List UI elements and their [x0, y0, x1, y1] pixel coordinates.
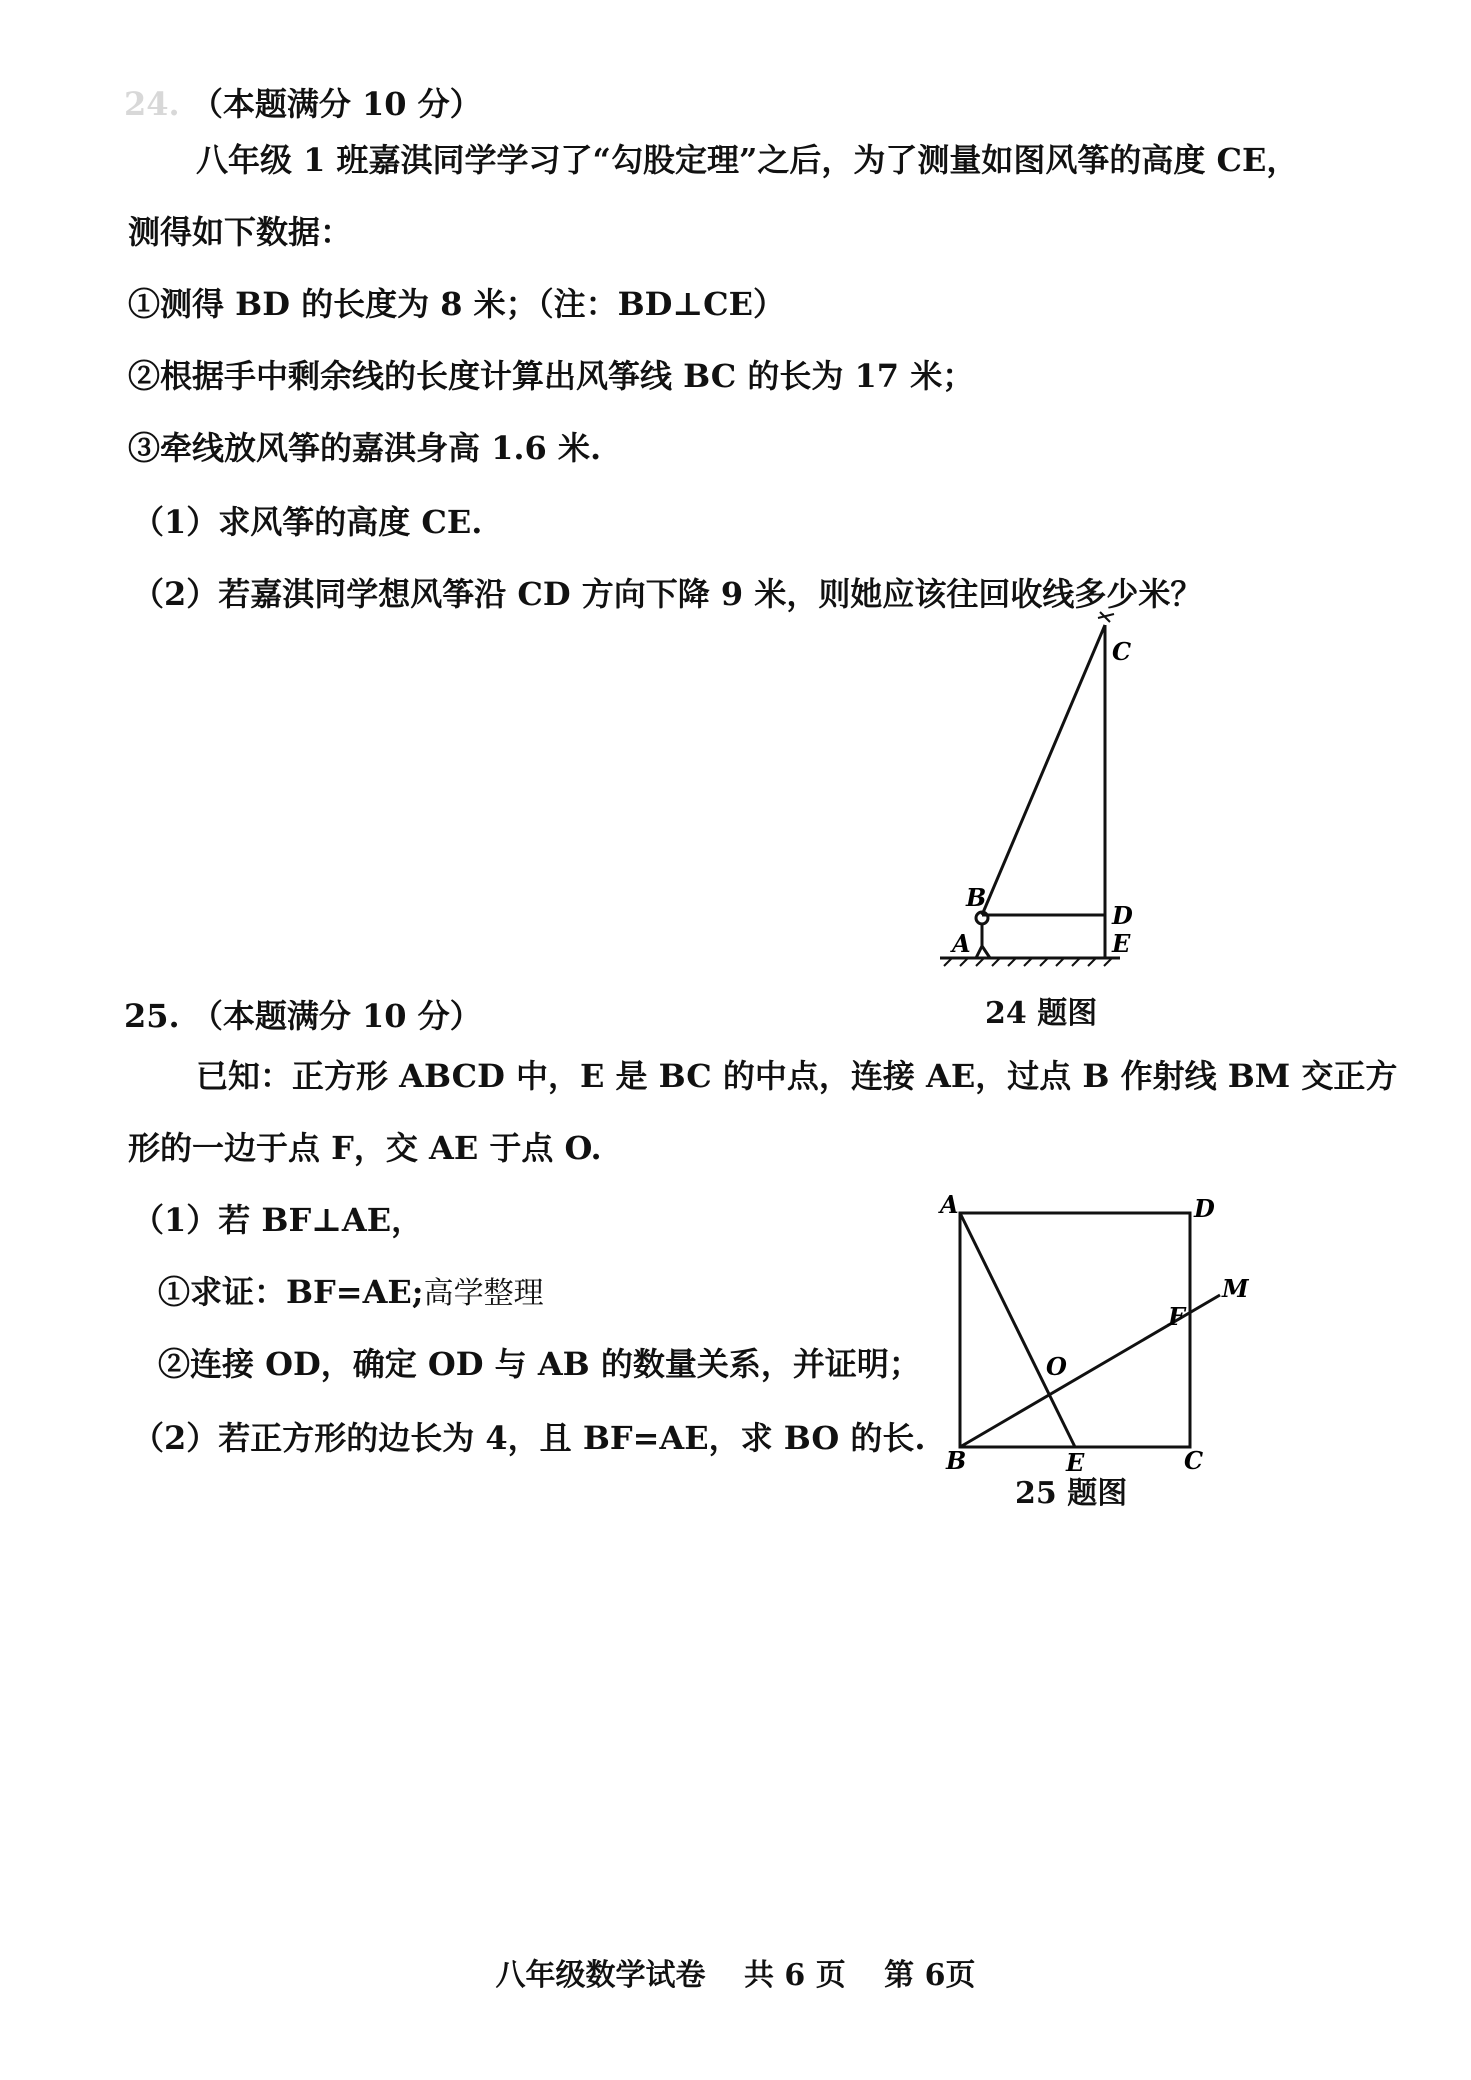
person-leg-left [976, 946, 982, 958]
label-f: F [1168, 1302, 1186, 1331]
label-c: C [1184, 1446, 1204, 1475]
q24-intro-line1: 八年级 1 班嘉淇同学学习了“勾股定理”之后，为了测量如图风筝的高度 CE， [196, 141, 1299, 179]
q25-intro-line1: 已知：正方形 ABCD 中，E 是 BC 的中点，连接 AE，过点 B 作射线 BM 交正方 [196, 1057, 1398, 1095]
label-a: A [940, 1190, 959, 1219]
footer-title: 八年级数学试卷 [495, 1958, 706, 1993]
label-d: D [1194, 1194, 1215, 1223]
q24-data-1: ①测得 BD 的长度为 8 米；（注：BD⊥CE） [128, 285, 786, 323]
label-c: C [1112, 637, 1132, 666]
label-m: M [1222, 1274, 1249, 1303]
q25-figure [930, 1185, 1260, 1475]
q24-score: （本题满分 10 分） [190, 85, 482, 123]
q24-figure-caption: 24 题图 [985, 996, 1098, 1031]
q25-score: （本题满分 10 分） [190, 997, 482, 1035]
q25-intro-line2: 形的一边于点 F，交 AE 于点 O. [128, 1129, 602, 1167]
line-bc [982, 625, 1105, 915]
label-d: D [1112, 901, 1133, 930]
label-b: B [946, 1446, 967, 1475]
person-leg-right [982, 946, 990, 958]
q24-header [124, 84, 482, 124]
footer-total-pages: 共 6 页 [743, 1958, 846, 1993]
q24-intro-line2: 测得如下数据： [128, 213, 353, 251]
kite-icon [1098, 612, 1114, 622]
q25-sticker: 高学整理 [423, 1276, 544, 1311]
q24-part-2: （2）若嘉淇同学想风筝沿 CD 方向下降 9 米，则她应该往回收线多少米？ [132, 575, 1203, 613]
footer-page-number: 第 6页 [884, 1958, 976, 1993]
square-abcd [960, 1213, 1190, 1447]
label-e: E [1066, 1448, 1085, 1475]
q25-part-1a-text: ①求证：BF=AE; [158, 1273, 424, 1311]
q25-figure-caption: 25 题图 [1015, 1476, 1128, 1511]
q25-header [124, 996, 482, 1036]
q25-number: 25. [124, 997, 180, 1035]
q24-data-3: ③牵线放风筝的嘉淇身高 1.6 米. [128, 429, 602, 467]
q24-part-1: （1）求风筝的高度 CE. [132, 503, 483, 541]
label-e: E [1112, 929, 1131, 958]
label-o: O [1046, 1352, 1067, 1381]
q24-number: 24. [124, 85, 180, 123]
q25-part-2: （2）若正方形的边长为 4，且 BF=AE，求 BO 的长. [132, 1419, 926, 1457]
q25-part-1: （1）若 BF⊥AE， [132, 1201, 424, 1239]
q24-figure [900, 600, 1200, 980]
q25-part-1a [158, 1272, 544, 1314]
q24-data-2: ②根据手中剩余线的长度计算出风筝线 BC 的长为 17 米； [128, 357, 975, 395]
q25-part-1b: ②连接 OD，确定 OD 与 AB 的数量关系，并证明； [158, 1345, 921, 1383]
label-b: B [966, 883, 987, 912]
page-footer [0, 1950, 1471, 1994]
label-a: A [952, 929, 971, 958]
